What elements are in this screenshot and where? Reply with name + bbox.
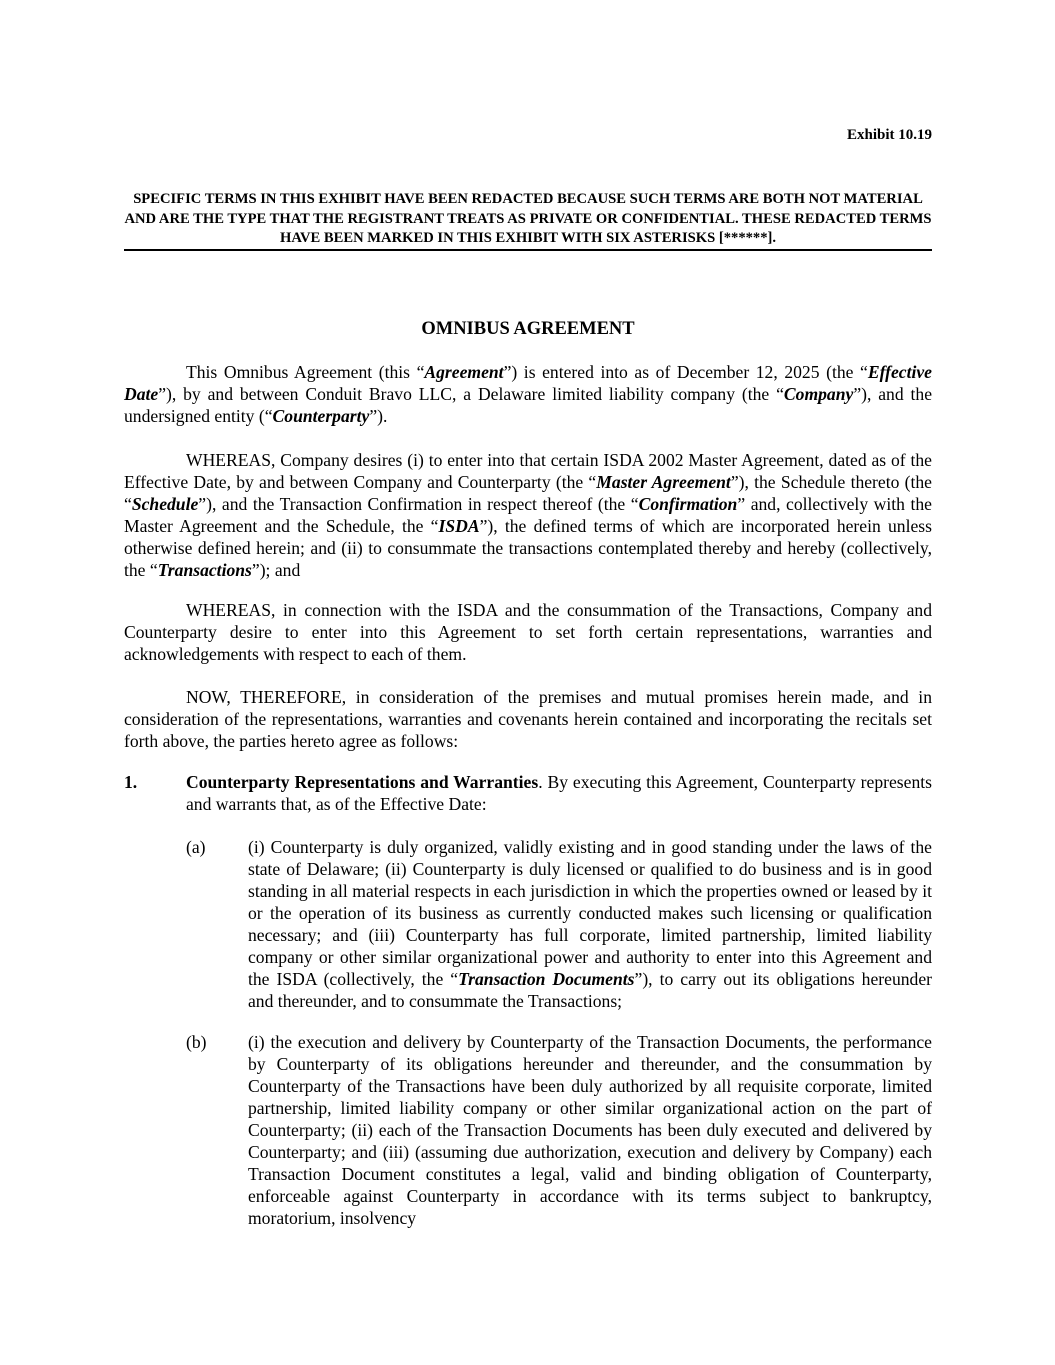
whereas-paragraph-1: WHEREAS, Company desires (i) to enter into that certain ISDA 2002 Master Agreement, dated as of the Effective Date, by and between Company and Counterparty (the “Master Agreement”), the Schedule thereto (the “Schedule”), and the Transaction Confirmation in respect thereof (the “Confirmation” and, collectively with the Master Agreement and the Schedule, the “ISDA”), the defined terms of which are incorporated herein unless otherwise defined herein; and (ii) to consummate the transactions contemplated thereby and hereby (collectively, the “Transactions”); and xyxy=(124,450,932,580)
clause-label: (a) xyxy=(186,837,206,857)
section-1-body: Counterparty Representations and Warranties. By executing this Agreement, Counterparty represents and warrants that, as of the Effective Date: xyxy=(186,772,932,814)
defined-term: Effective Date xyxy=(124,362,932,404)
preamble-paragraph: This Omnibus Agreement (this “Agreement”) is entered into as of December 12, 2025 (the “Effective Date”), by and between Conduit Bravo LLC, a Delaware limited liability company (the “Company”), and the undersigned entity (“Counterparty”). xyxy=(124,362,933,426)
section-heading: Counterparty Representations and Warranties xyxy=(186,772,539,792)
defined-term: Schedule xyxy=(131,494,199,514)
clause-b-text: (i) the execution and delivery by Counterparty of the Transaction Documents, the performance by Counterparty of its obligations hereunder and thereunder, and the consummation by Counterparty of the Transactions have been duly authorized by all requisite corporate, limited partnership, limited liability company or other similar organizational action on the part of Counterparty; (ii) each of the Transaction Documents has been duly executed and delivered by Counterparty; and (iii) (assuming due authorization, execution and delivery by Company) each Transaction Document constitutes a legal, valid and binding obligation of Counterparty, enforceable against Counterparty in accordance with its terms subject to bankruptcy, moratorium, insolvency xyxy=(248,1032,932,1228)
section-1 xyxy=(124,771,932,815)
defined-term: Transactions xyxy=(157,560,252,580)
redaction-legend: SPECIFIC TERMS IN THIS EXHIBIT HAVE BEEN REDACTED BECAUSE SUCH TERMS ARE BOTH NOT MATERIAL AND ARE THE TYPE THAT THE REGISTRANT TREATS AS PRIVATE OR CONFIDENTIAL. THESE REDACTED TERMS HAVE BEEN MARKED IN THIS EXHIBIT WITH SIX ASTERISKS [******]. xyxy=(124,190,932,251)
whereas-paragraph-2: WHEREAS, in connection with the ISDA and the consummation of the Transactions, Company and Counterparty desire to enter into this Agreement to set forth certain representations, warranties and acknowledgements with respect to each of them. xyxy=(124,600,932,664)
defined-term: Agreement xyxy=(424,362,504,382)
clause-a xyxy=(186,836,932,1012)
defined-term: Counterparty xyxy=(272,406,370,426)
defined-term: Company xyxy=(783,384,854,404)
clause-b xyxy=(186,1031,932,1229)
clause-a-text: (i) Counterparty is duly organized, validly existing and in good standing under the laws of the state of Delaware; (ii) Counterparty is duly licensed or qualified to do business and is in good standing in all material respects in each jurisdiction in which the properties owned or leased by it or the operation of its business as currently conducted makes such licensing or qualification necessary; and (iii) Counterparty has full corporate, limited partnership, limited liability company or other similar organizational power and authority to enter into this Agreement and the ISDA (collectively, the “Transaction Documents”), to carry out its obligations hereunder and thereunder, and to consummate the Transactions; xyxy=(248,837,933,1011)
exhibit-label: Exhibit 10.19 xyxy=(846,127,932,143)
defined-term: Confirmation xyxy=(638,494,738,514)
now-therefore-paragraph: NOW, THEREFORE, in consideration of the premises and mutual promises herein made, and in consideration of the representations, warranties and covenants herein contained and incorporating the recitals set forth above, the parties hereto agree as follows: xyxy=(124,687,932,751)
defined-term: ISDA xyxy=(438,516,480,536)
defined-term: Transaction Documents xyxy=(458,969,635,989)
section-number: 1. xyxy=(124,772,138,792)
document-title: OMNIBUS AGREEMENT xyxy=(421,319,635,339)
defined-term: Master Agreement xyxy=(596,472,731,492)
clause-label: (b) xyxy=(186,1032,207,1052)
